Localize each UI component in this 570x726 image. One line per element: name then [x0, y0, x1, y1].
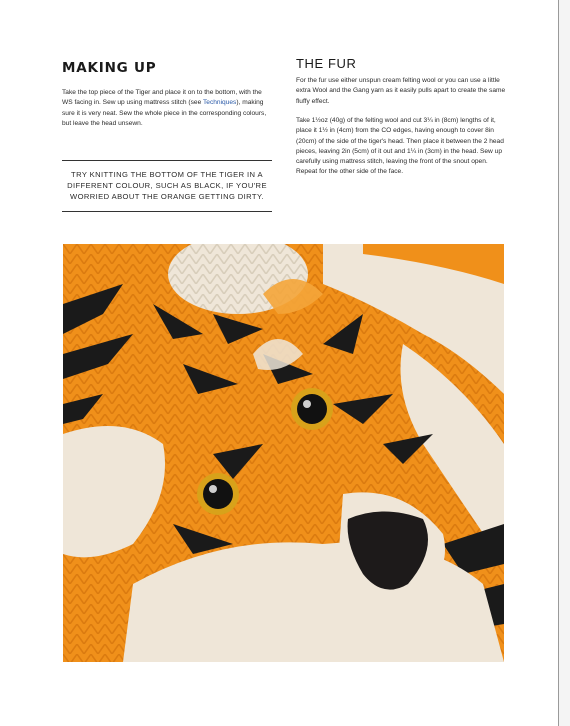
making-up-text-start: Take the top piece of the Tiger and place it on to the bottom, with the WS facing in. Sew up using mattress stitch (see — [62, 89, 262, 107]
tip-box — [62, 160, 272, 212]
making-up-heading: MAKING UP — [62, 60, 157, 76]
fur-paragraph-2: Take 1½oz (40g) of the felting wool and cut 3¼ in (8cm) lengths of it, place it 1½ in (4cm) from the CO edges, having enough to cover 8in (20cm) of the side of the tiger's head. Then place it between the 2 head pieces, leaving 2in (5cm) of it out and 1¼ in (3cm) in the head. Sew up carefully using mattress stitch, leaving the front of the snout open. Repeat for the other side of the face. — [296, 117, 504, 176]
fur-paragraph-1: For the fur use either unspun cream felting wool or you can use a little extra Wool and the Gang yarn as it easily pulls apart to create the same fluffy effect. — [296, 77, 506, 105]
techniques-link[interactable]: Techniques — [202, 99, 237, 107]
page-gutter — [559, 0, 570, 726]
tiger-photo — [63, 244, 504, 662]
fur-heading: THE FUR — [296, 56, 357, 71]
making-up-body — [62, 88, 272, 129]
tip-text: TRY KNITTING THE BOTTOM OF THE TIGER IN A DIFFERENT COLOUR, SUCH AS BLACK, IF YOU'RE WORRIED ABOUT THE ORANGE GETTING DIRTY. — [67, 170, 267, 201]
knitted-tiger-illustration — [63, 244, 504, 662]
making-up-text-end: ), making sure it is very neat. Sew the whole piece in the corresponding colours, but leave the head unsewn. — [62, 99, 267, 127]
